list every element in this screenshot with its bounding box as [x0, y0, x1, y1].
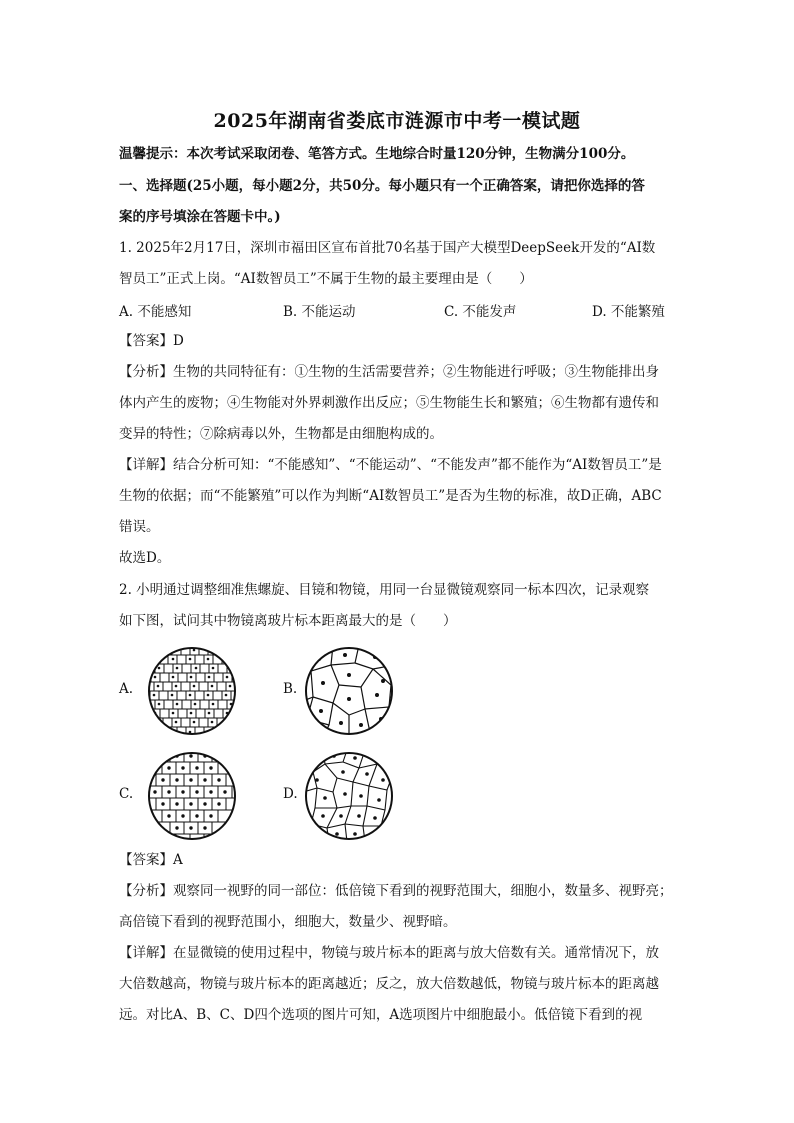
- q2-figure-label-c: C.: [119, 786, 134, 802]
- microscope-view-c: [146, 750, 238, 842]
- q1-detail-cont2: 错误。: [119, 519, 160, 535]
- q1-stem: 1. 2025年2月17日，深圳市福田区宣布首批70名基于国产大模型DeepSeek开发的“AI数: [119, 240, 656, 256]
- q2-stem-cont: 如下图，试问其中物镜离玻片标本距离最大的是（ ）: [119, 613, 457, 629]
- q2-figure-label-b: B.: [283, 681, 298, 697]
- q2-figure-label-d: D.: [283, 786, 298, 802]
- q2-detail: 【详解】在显微镜的使用过程中，物镜与玻片标本的距离与放大倍数有关。通常情况下，放: [119, 945, 659, 961]
- section-heading: 一、选择题(25小题，每小题2分，共50分。每小题只有一个正确答案，请把你选择的答: [119, 178, 645, 194]
- q1-stem-cont: 智员工”正式上岗。“AI数智员工”不属于生物的最主要理由是（ ）: [119, 271, 533, 287]
- q1-option-b: B. 不能运动: [283, 304, 356, 320]
- q1-option-d: D. 不能繁殖: [592, 304, 665, 320]
- page-title: 2025年湖南省娄底市涟源市中考一模试题: [213, 110, 581, 132]
- microscope-view-b: [303, 645, 395, 737]
- q2-detail-cont2: 远。对比A、B、C、D四个选项的图片可知，A选项图片中细胞最小。低倍镜下看到的视: [119, 1007, 643, 1023]
- q1-detail-cont: 生物的依据；而“不能繁殖”可以作为判断“AI数智员工”是否为生物的标准，故D正确，ABC: [119, 488, 662, 504]
- q1-detail: 【详解】结合分析可知：“不能感知”、“不能运动”、“不能发声”都不能作为“AI数智员工”是: [119, 457, 662, 473]
- q2-analysis: 【分析】观察同一视野的同一部位：低倍镜下看到的视野范围大，细胞小，数量多、视野亮；: [119, 883, 673, 899]
- q2-detail-cont: 大倍数越高，物镜与玻片标本的距离越近；反之，放大倍数越低，物镜与玻片标本的距离越: [119, 976, 659, 992]
- microscope-view-a: [146, 645, 238, 737]
- q1-conclusion: 故选D。: [119, 550, 171, 566]
- q1-analysis: 【分析】生物的共同特征有：①生物的生活需要营养；②生物能进行呼吸；③生物能排出身: [119, 364, 659, 380]
- q1-analysis-cont2: 变异的特性；⑦除病毒以外，生物都是由细胞构成的。: [119, 426, 443, 442]
- q2-answer: 【答案】A: [119, 852, 183, 868]
- section-heading-cont: 案的序号填涂在答题卡中。): [119, 209, 281, 225]
- q1-option-c: C. 不能发声: [444, 304, 517, 320]
- q2-figure-label-a: A.: [119, 681, 134, 697]
- q2-stem: 2. 小明通过调整细准焦螺旋、目镜和物镜，用同一台显微镜观察同一标本四次，记录观察: [119, 582, 650, 598]
- q1-answer: 【答案】D: [119, 333, 184, 349]
- q2-analysis-cont: 高倍镜下看到的视野范围小，细胞大，数量少、视野暗。: [119, 914, 457, 930]
- notice-text: 温馨提示：本次考试采取闭卷、笔答方式。生地综合时量120分钟，生物满分100分。: [119, 146, 635, 162]
- q1-option-a: A. 不能感知: [119, 304, 192, 320]
- microscope-view-d: [303, 750, 395, 842]
- q1-analysis-cont: 体内产生的废物；④生物能对外界刺激作出反应；⑤生物能生长和繁殖；⑥生物都有遗传和: [119, 395, 659, 411]
